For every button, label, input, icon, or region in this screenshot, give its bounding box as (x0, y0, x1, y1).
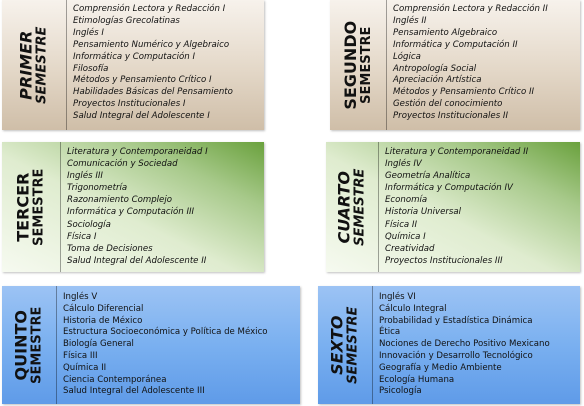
subject-item: Cálculo Integral (379, 303, 447, 314)
subject-item: Comprensión Lectora y Redacción II (393, 4, 548, 14)
subject-item: Informática y Computación II (393, 39, 518, 50)
semester-word: SEMESTRE (345, 306, 361, 384)
subject-item: Física II (385, 219, 417, 230)
subject-item: Inglés II (393, 15, 427, 26)
semester-label (2, 142, 60, 272)
subject-item: Filosofía (73, 63, 109, 74)
semester-card-quinto (2, 286, 300, 404)
subject-item: Historia Universal (385, 207, 462, 218)
semester-card-cuarto (326, 142, 580, 272)
subject-list (378, 142, 580, 272)
subject-item: Informática y Computación IV (385, 183, 513, 194)
subject-item: Geografía y Medio Ambiente (379, 362, 502, 373)
subject-item: Trigonometría (67, 183, 128, 194)
subject-item: Sociología (67, 219, 111, 230)
subject-item: Ecología Humana (379, 374, 455, 385)
semester-label (326, 142, 378, 272)
subject-item: Métodos y Pensamiento Crítico II (393, 87, 535, 98)
subject-item: Métodos y Pensamiento Crítico I (73, 75, 212, 86)
semester-ordinal: SEGUNDO (340, 20, 360, 110)
semester-card-tercer (2, 142, 264, 272)
semester-label (2, 0, 66, 130)
semester-ordinal: QUINTO (11, 309, 31, 381)
subject-item: Pensamiento Algebraico (393, 27, 498, 38)
semester-word: SEMESTRE (352, 168, 368, 246)
subject-item: Inglés III (67, 171, 103, 182)
subject-item: Física III (63, 350, 98, 361)
subject-item: Proyectos Institucionales II (393, 111, 508, 122)
subject-item: Proyectos Institucionales I (73, 99, 186, 110)
subject-item: Psicología (379, 386, 422, 397)
subject-item: Química II (63, 362, 107, 373)
semester-label (2, 286, 56, 404)
subject-item: Salud Integral del Adolescente II (67, 255, 207, 266)
subject-list (372, 286, 580, 404)
subject-item: Etimologías Grecolatinas (73, 15, 180, 26)
subject-item: Inglés V (63, 292, 98, 302)
subject-item: Razonamiento Complejo (67, 195, 172, 206)
subject-item: Antropología Social (393, 63, 477, 74)
subject-list (66, 0, 264, 130)
subject-item: Salud Integral del Adolescente I (73, 111, 210, 122)
subject-item: Cálculo Diferencial (63, 303, 144, 314)
subject-item: Toma de Decisiones (67, 243, 153, 254)
subject-item: Proyectos Institucionales III (385, 255, 503, 266)
subject-list (386, 0, 580, 130)
subject-item: Creatividad (385, 243, 435, 254)
subject-item: Historia de México (63, 315, 143, 326)
semester-ordinal: CUARTO (334, 170, 354, 244)
semester-label (318, 286, 372, 404)
subject-item: Inglés IV (385, 159, 422, 170)
subject-item: Inglés I (73, 27, 104, 38)
subject-list (60, 142, 264, 272)
subject-item: Literatura y Contemporaneidad I (67, 147, 208, 157)
subject-item: Economía (385, 195, 428, 206)
subject-item: Inglés VI (379, 292, 416, 302)
semester-word: SEMESTRE (358, 26, 374, 104)
subject-item: Química I (385, 231, 426, 242)
subject-item: Comunicación y Sociedad (67, 159, 178, 170)
semester-word: SEMESTRE (29, 306, 45, 384)
semester-label (330, 0, 386, 130)
subject-item: Biología General (63, 339, 134, 350)
semester-word: SEMESTRE (34, 26, 50, 104)
subject-item: Pensamiento Numérico y Algebraico (73, 39, 230, 50)
subject-item: Informática y Computación III (67, 207, 195, 218)
semester-word: SEMESTRE (31, 168, 47, 246)
subject-item: Nociones de Derecho Positivo Mexicano (379, 339, 550, 350)
subject-item: Probabilidad y Estadística Dinámica (379, 315, 533, 326)
subject-item: Lógica (393, 51, 421, 62)
semester-card-segundo (330, 0, 580, 130)
semester-ordinal: TERCER (13, 172, 33, 242)
subject-item: Estructura Socioeconómica y Política de México (63, 327, 268, 338)
subject-item: Innovación y Desarrollo Tecnológico (379, 350, 533, 361)
subject-item: Ética (379, 327, 401, 338)
subject-item: Ciencia Contemporánea (63, 374, 167, 385)
semester-card-primer (2, 0, 264, 130)
subject-item: Geometría Analítica (385, 171, 471, 182)
semester-card-sexto (318, 286, 580, 404)
subject-item: Salud Integral del Adolescente III (63, 386, 205, 397)
subject-item: Literatura y Contemporaneidad II (385, 147, 529, 157)
subject-item: Comprensión Lectora y Redacción I (73, 4, 226, 14)
subject-item: Informática y Computación I (73, 51, 195, 62)
subject-item: Habilidades Básicas del Pensamiento (73, 87, 233, 98)
subject-item: Apreciación Artística (393, 75, 482, 86)
subject-item: Física I (67, 231, 97, 242)
semester-ordinal: PRIMER (16, 30, 36, 100)
subject-item: Gestión del conocimiento (393, 99, 503, 110)
semester-ordinal: SEXTO (327, 315, 347, 375)
subject-list (56, 286, 300, 404)
